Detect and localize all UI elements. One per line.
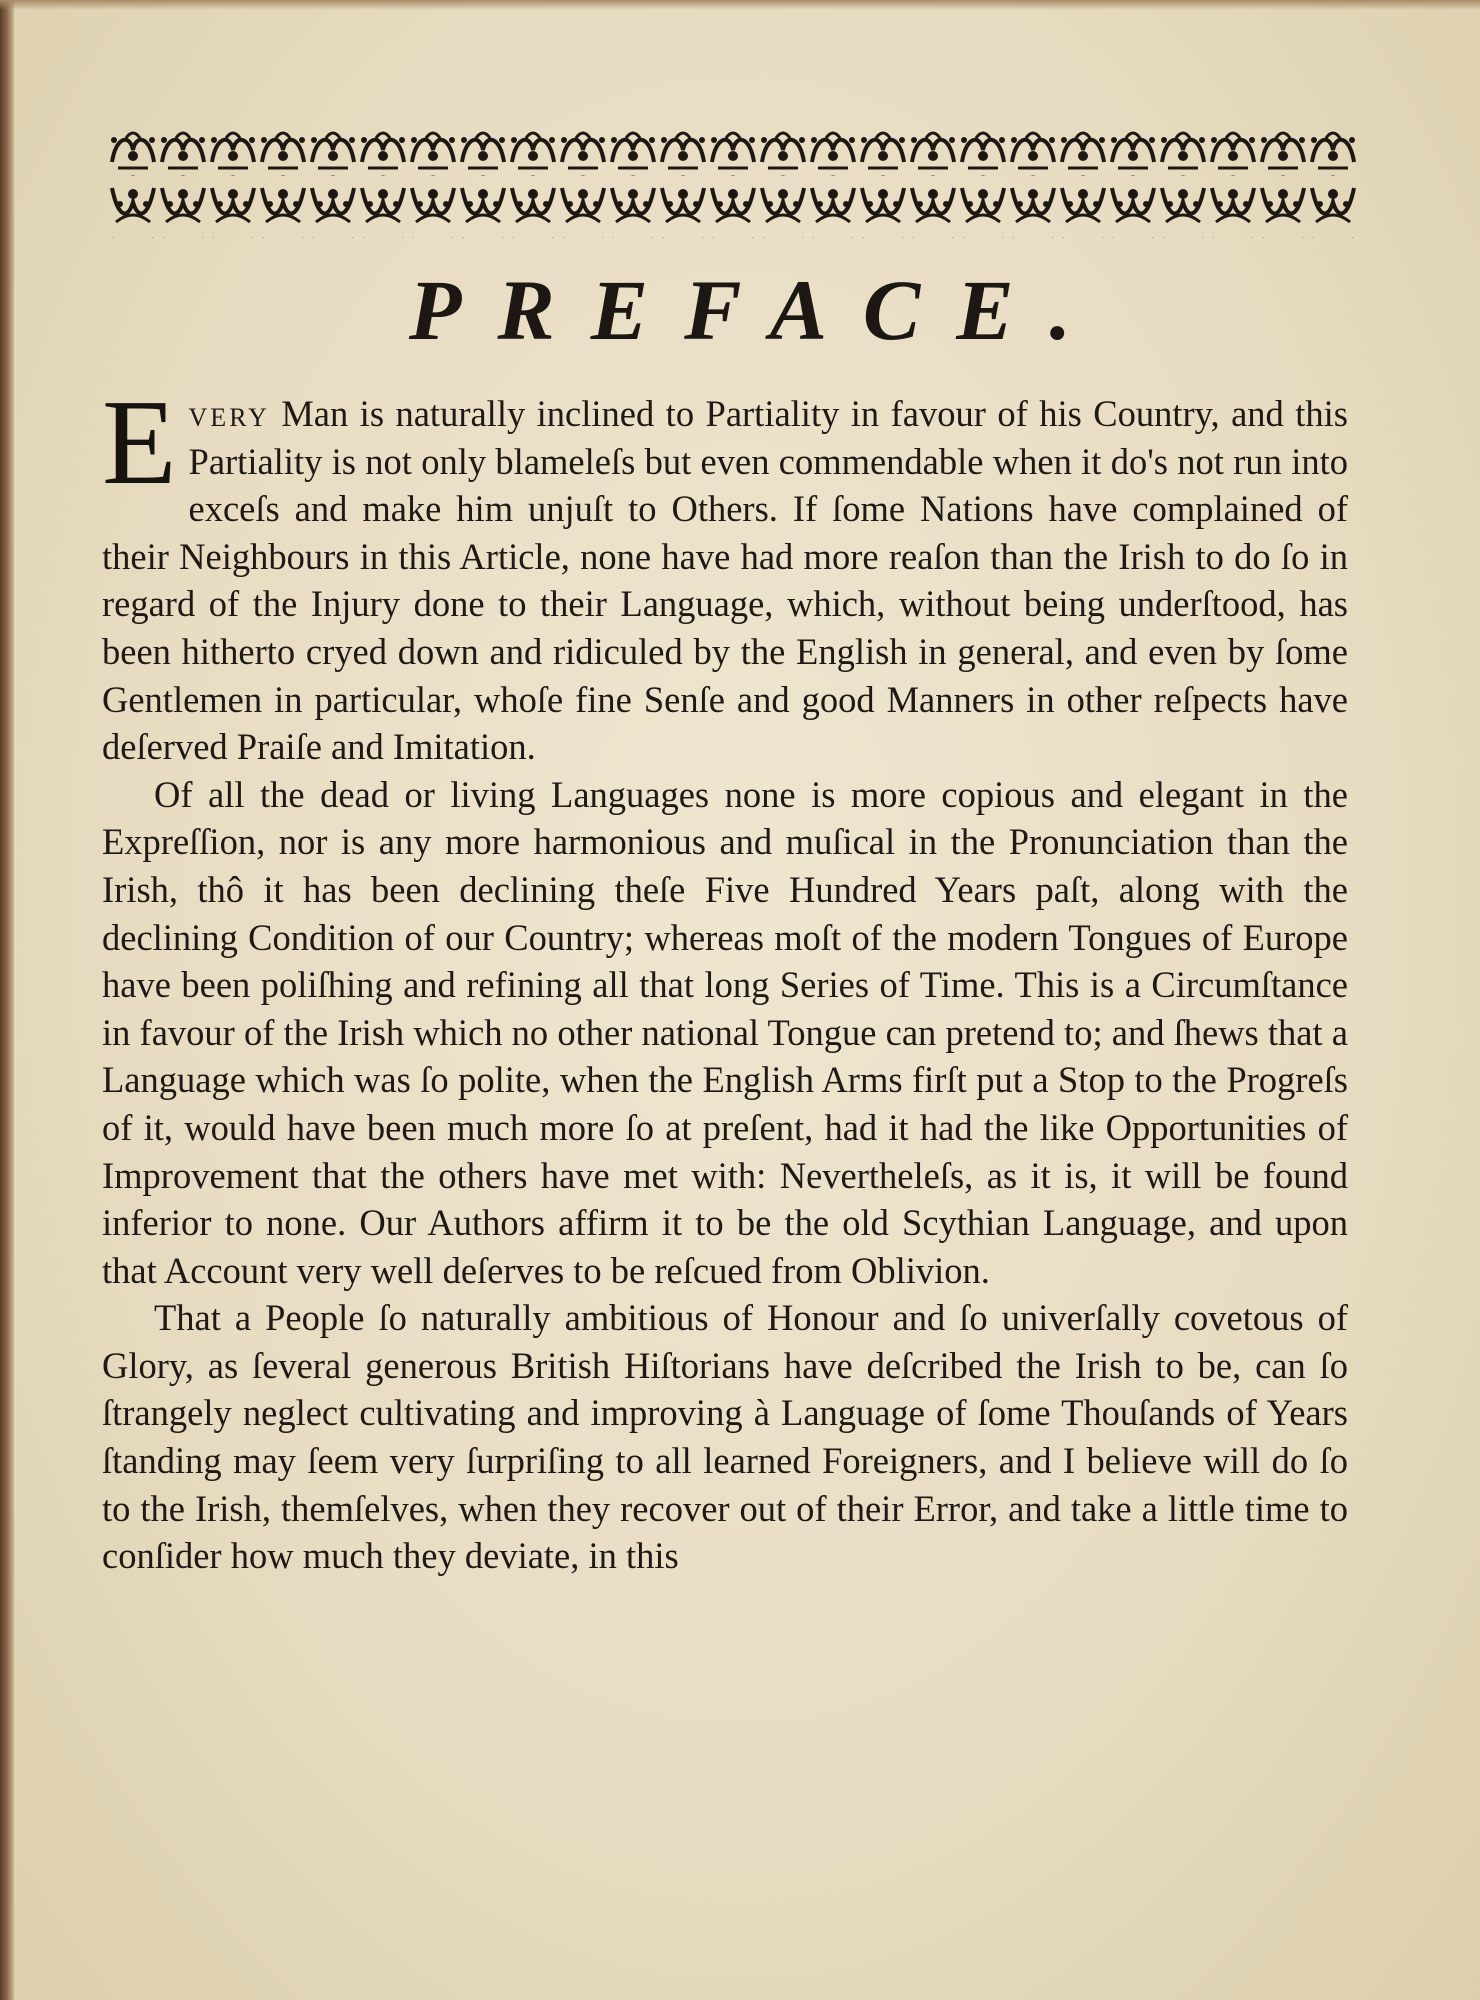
paragraph-3: That a People ſo naturally ambitious of Honour and ſo univerſally covetous of Glory, as ſeveral generous British Hiſtorians have deſcribed the Irish to be, can ſo ſtrangely neglect cultivating and improving à Language of ſome Thouſands of Years ſtanding may ſeem very ſurpriſing to all learned Foreigners, and I believe will do ſo to the Irish, themſelves, when they recover out of their Error, and take a little time to conſider how much they deviate, in this — [102, 1297, 1348, 1577]
paragraph-1 — [102, 375, 1348, 771]
first-word-small-caps: very — [188, 393, 270, 434]
ornamental-headpiece — [108, 128, 1358, 240]
drop-cap: E — [102, 375, 177, 510]
paragraph-1-text: Man is naturally inclined to Partiality in favour of his Country, and this Partiality is not only blameleſs but even commendable when it do's not run into exceſs and make him unjuſt to Others. If ſome Nations have complained of their Neighbours in this Article, none have had more reaſon than the Irish to do ſo in regard of the Injury done to their Language, which, without being underſtood, has been hitherto cryed down and ridiculed by the English in general, and even by ſome Gentlemen in particular, whoſe fine Senſe and good Manners in other reſpects have deſerved Praiſe and Imitation. — [102, 393, 1348, 768]
page-title: PREFACE. — [408, 262, 1108, 358]
paragraph-2: Of all the dead or living Languages none is more copious and elegant in the Expreſſion, nor is any more harmonious and muſical in the Pronunciation than the Irish, thô it has been declining theſe Five Hundred Years paſt, along with the declining Condition of our Country; whereas moſt of the modern Tongues of Europe have been poliſhing and refining all that long Series of Time. This is a Circumſtance in favour of the Irish which no other national Tongue can pretend to; and ſhews that a Language which was ſo polite, when the English Arms firſt put a Stop to the Progreſs of it, would have been much more ſo at preſent, had it had the like Opportunities of Improvement that the others have met with: Neverthеleſs, as it is, it will be found inferior to none. Our Authors affirm it to be the old Scythian Language, and upon that Account very well deſerves to be reſcued from Oblivion. — [102, 773, 1348, 1291]
page-top-edge — [0, 0, 1480, 10]
body-text — [102, 375, 1348, 1580]
